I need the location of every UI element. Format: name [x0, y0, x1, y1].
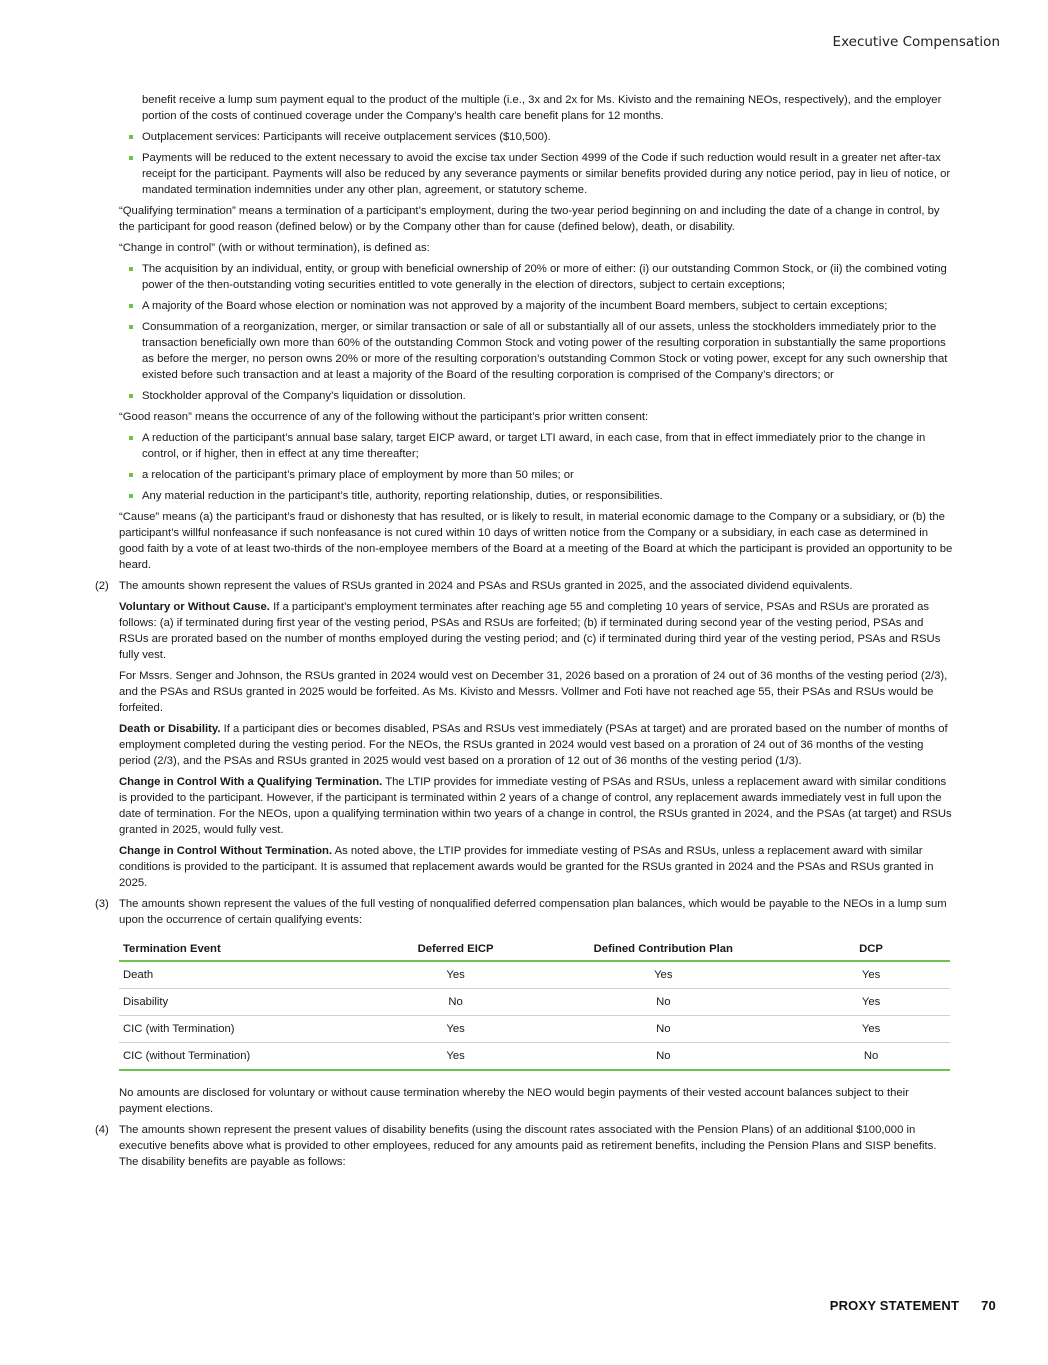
cic-without-termination-label: Change in Control Without Termination. [119, 845, 333, 857]
death-disability-label: Death or Disability. [119, 723, 221, 735]
cic-without-termination-paragraph [119, 843, 954, 891]
footnote-4 [96, 1122, 954, 1170]
column-header: DCP [792, 936, 950, 961]
good-reason-intro: “Good reason” means the occurrence of any of the following without the participant’s prior written consent: [119, 411, 649, 423]
table-row [119, 1016, 950, 1043]
footnote-2 [96, 578, 954, 891]
page-footer [830, 1298, 996, 1313]
column-header: Defined Contribution Plan [534, 936, 792, 961]
table-row [119, 1043, 950, 1071]
cic-with-termination-label: Change in Control With a Qualifying Termination. [119, 776, 383, 788]
bullet-continuation: benefit receive a lump sum payment equal to the product of the multiple (i.e., 3x and 2x for Ms. Kivisto and the remaining NEOs, respectively), and the employer portion of the costs of continued coverage under the Company’s health care benefit plans for 12 months. [142, 94, 942, 122]
footnote-text: The amounts shown represent the values of RSUs granted in 2024 and PSAs and RSUs granted in 2025, and the associated dividend equivalents. [119, 580, 853, 592]
voluntary-label: Voluntary or Without Cause. [119, 601, 270, 613]
list-item: a relocation of the participant’s primary place of employment by more than 50 miles; or [142, 467, 954, 483]
voluntary-text: If a participant’s employment terminates after reaching age 55 and completing 10 years of service, PSAs and RSUs are prorated as follows: (a) if terminated during first year of the vesting period, PSAs and RSUs are forfeited; (b) if terminated during second year of the vesting period, PSAs and RSUs are prorated based on the number of months employed during the vesting period; and (c) if terminated during third year of the vesting period, PSAs and RSUs fully vest. [119, 601, 941, 661]
table-row [119, 989, 950, 1016]
table-row [119, 961, 950, 989]
death-disability-paragraph [119, 721, 954, 769]
list-item: Outplacement services: Participants will receive outplacement services ($10,500). [142, 129, 954, 145]
table-cell: No [534, 1043, 792, 1071]
table-cell: Yes [792, 989, 950, 1016]
change-in-control-intro: “Change in control” (with or without termination), is defined as: [119, 242, 430, 254]
table-cell: Yes [377, 1016, 535, 1043]
voluntary-paragraph [119, 599, 954, 663]
footnote-number: (2) [95, 580, 109, 592]
footnote-3 [96, 896, 954, 928]
footer-label: PROXY STATEMENT [829, 1298, 960, 1313]
table-cell: Yes [377, 1043, 535, 1071]
list-item: Payments will be reduced to the extent necessary to avoid the excise tax under Section 4999 of the Code if such reduction would result in a greater net after-tax receipt for the participant. Payments will also be reduced by any severance payments or similar benefits provided during any notice period, pay in lieu of notice, or mandated termination indemnities under any other plan, agreement, or statutory scheme. [142, 150, 954, 198]
table-cell: Yes [792, 961, 950, 989]
list-item: A reduction of the participant’s annual base salary, target EICP award, or target LTI award, in each case, from that in effect immediately prior to the change in control, or if higher, then in effect at any time thereafter; [142, 430, 954, 462]
footnote-text: The amounts shown represent the values of the full vesting of nonqualified deferred compensation plan balances, which would be payable to the NEOs in a lump sum upon the occurrence of certain qualifying events: [119, 898, 947, 926]
list-item: Consummation of a reorganization, merger, or similar transaction or sale of all or substantially all of our assets, unless the stockholders immediately prior to the transaction beneficially own more than 60% of the outstanding Common Stock and voting power of the resulting corporation in substantially the same proportions as before the merger, no person owns 20% or more of the resulting corporation’s outstanding Common Stock or voting power, except for any such ownership that existed before such transaction and at least a majority of the Board of the resulting corporation is comprised of the Company’s directors; or [142, 319, 954, 383]
footnote-text: The amounts shown represent the present values of disability benefits (using the discount rates associated with the Pension Plans) of an additional $100,000 in executive benefits above what is provided to other employees, reduced for any amounts paid as retirement benefits, including the Pension Plans and SISP benefits. The disability benefits are payable as follows: [119, 1124, 937, 1168]
table-cell: Yes [377, 961, 535, 989]
list-item: Stockholder approval of the Company’s liquidation or dissolution. [142, 388, 954, 404]
death-disability-text: If a participant dies or becomes disabled, PSAs and RSUs vest immediately (PSAs at target) and are prorated based on the number of months of employment completed during the vesting period. For the NEOs, the RSUs granted in 2024 would vest based on a proration of 24 out of 36 months of the vesting period (2/3), and the PSAs and RSUs granted in 2025 would vest based on a proration of 12 out of 36 months of the vesting period (1/3). [119, 723, 948, 767]
good-reason-list [96, 430, 954, 504]
deferred-comp-table [119, 936, 950, 1071]
table-cell: No [792, 1043, 950, 1071]
change-in-control-list [96, 261, 954, 404]
section-header: Executive Compensation [832, 34, 1000, 50]
table-cell: No [534, 989, 792, 1016]
footnote-number: (4) [95, 1124, 109, 1136]
senger-johnson-paragraph: For Mssrs. Senger and Johnson, the RSUs granted in 2024 would vest on December 31, 2026 based on a proration of 24 out of 36 months of the vesting period (2/3), and the PSAs and RSUs granted in 2025 would be forfeited. As Ms. Kivisto and Messrs. Vollmer and Foti have not reached age 55, their PSAs and RSUs would be forfeited. [119, 670, 948, 714]
cic-without-termination-text: As noted above, the LTIP provides for immediate vesting of PSAs and RSUs, unless a replacement award with similar conditions is provided to the participant. It is assumed that replacement awards would be granted for the RSUs granted in 2024 and the PSAs and RSUs granted in 2025. [119, 845, 934, 889]
benefits-bullet-list [96, 129, 954, 198]
table-header-row [119, 936, 950, 961]
column-header: Termination Event [119, 936, 377, 961]
list-item: Any material reduction in the participant’s title, authority, reporting relationship, duties, or responsibilities. [142, 488, 954, 504]
table-cell: CIC (without Termination) [119, 1043, 377, 1071]
page-number: 70 [981, 1298, 996, 1313]
list-item: A majority of the Board whose election or nomination was not approved by a majority of the incumbent Board members, subject to certain exceptions; [142, 298, 954, 314]
cic-with-termination-paragraph [119, 774, 954, 838]
table-cell: No [534, 1016, 792, 1043]
table-cell: No [377, 989, 535, 1016]
cause-definition: “Cause” means (a) the participant’s fraud or dishonesty that has resulted, or is likely to result, in material economic damage to the Company or a subsidiary, or (b) the participant’s willful nonfeasance if such nonfeasance is not cured within 10 days of written notice from the Company or a subsidiary, in each case as determined in good faith by a vote of at least two-thirds of the non-employee members of the Board at a meeting of the Board at which the participant is provided an opportunity to be heard. [119, 511, 953, 571]
table-cell: Yes [792, 1016, 950, 1043]
cic-with-termination-text: The LTIP provides for immediate vesting of PSAs and RSUs, unless a replacement award with similar conditions is provided to the participant. However, if the participant is terminated within 2 years of a change of control, any replacement awards immediately vest in full upon the date of termination. For the NEOs, upon a qualifying termination within two years of a change in control, the RSUs granted in 2024, and the PSAs (at target) and RSUs granted in 2025, would fully vest. [119, 776, 952, 836]
table-cell: CIC (with Termination) [119, 1016, 377, 1043]
list-item: The acquisition by an individual, entity, or group with beneficial ownership of 20% or more of either: (i) our outstanding Common Stock, or (ii) the combined voting power of the then-outstanding voting securities entitled to vote generally in the election of directors, subject to certain exceptions; [142, 261, 954, 293]
table-cell: Death [119, 961, 377, 989]
table-cell: Disability [119, 989, 377, 1016]
footnote-number: (3) [95, 898, 109, 910]
qualifying-termination-definition: “Qualifying termination” means a termination of a participant’s employment, during the two-year period beginning on and including the date of a change in control, by the participant for good reason (defined below) or by the Company other than for cause (defined below), death, or disability. [119, 205, 940, 233]
page-content [96, 92, 954, 1175]
after-table-note: No amounts are disclosed for voluntary or without cause termination whereby the NEO would begin payments of their vested account balances subject to their payment elections. [119, 1087, 909, 1115]
column-header: Deferred EICP [377, 936, 535, 961]
table-cell: Yes [534, 961, 792, 989]
